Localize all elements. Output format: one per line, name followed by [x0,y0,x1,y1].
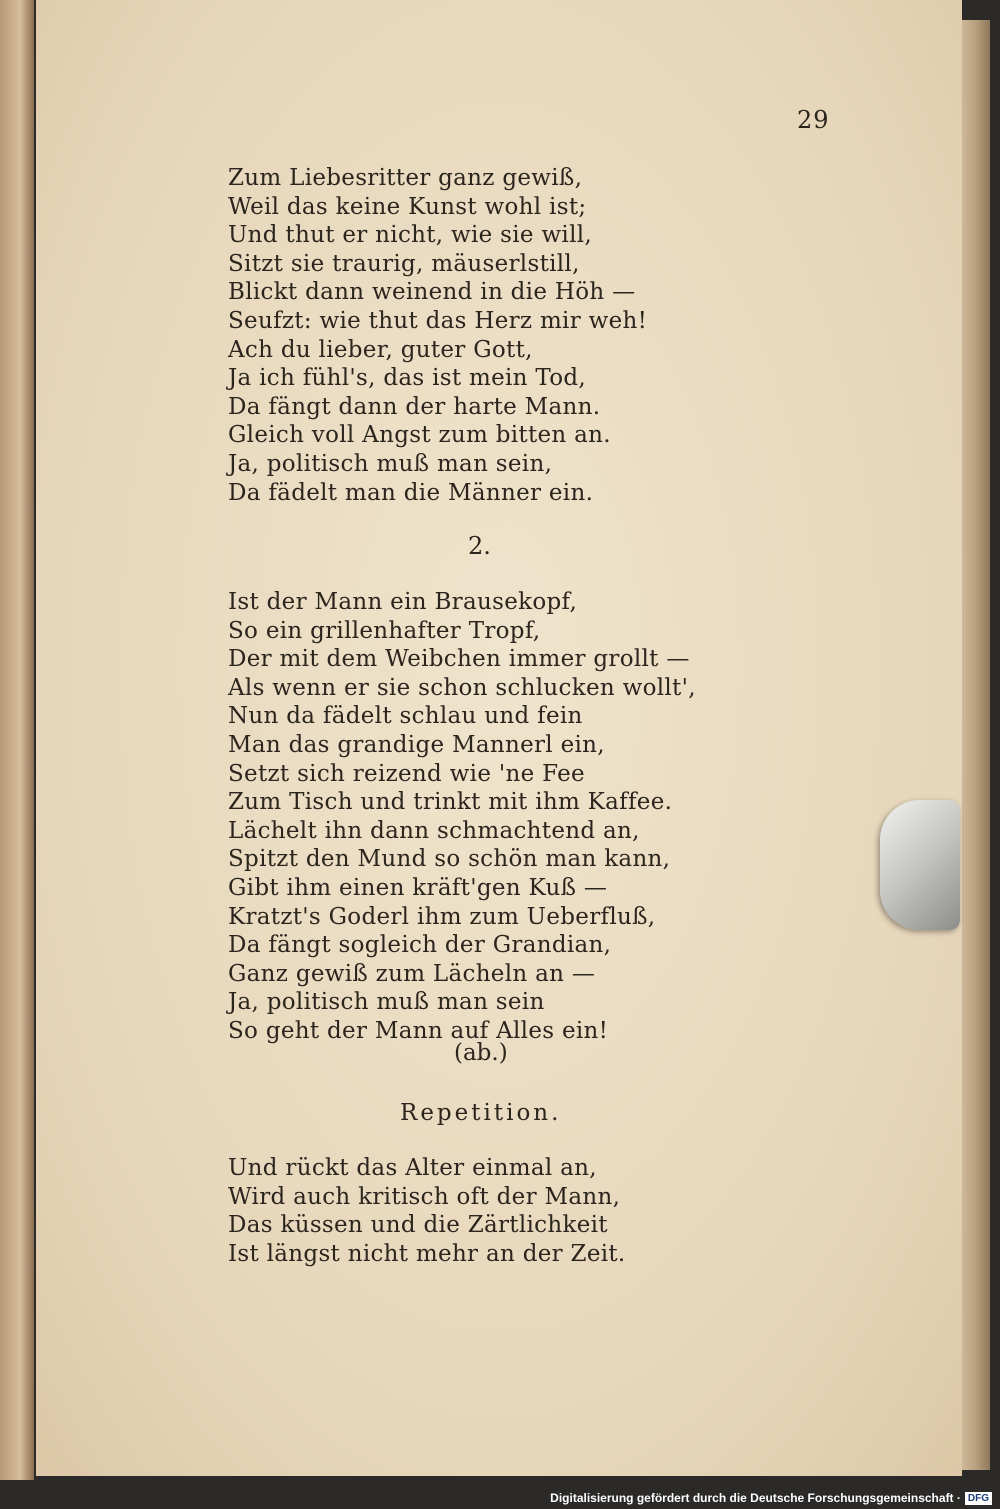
verse-line: Ist der Mann ein Brausekopf, [228,589,578,615]
stage-direction: (ab.) [454,1040,508,1066]
verse-line: Da fängt dann der harte Mann. [228,393,601,420]
verse-line: Gibt ihm einen kräft'gen Kuß — [228,874,608,901]
verse-line: Ist längst nicht mehr an der Zeit. [228,1240,626,1267]
verse-line: Kratzt's Goderl ihm zum Ueberfluß, [228,903,656,930]
verse-line: Spitzt den Mund so schön man kann, [228,846,671,873]
verse-line: Weil das keine Kunst wohl ist; [228,193,587,220]
verse-line: Ganz gewiß zum Lächeln an — [228,960,596,987]
stanza-3 [228,1154,626,1268]
left-page-edge [0,0,34,1480]
verse-line: Ja, politisch muß man sein, [228,450,553,477]
verse-line: Gleich voll Angst zum bitten an. [228,422,611,449]
verse-line: Und rückt das Alter einmal an, [228,1155,597,1181]
credit-text: Digitalisierung gefördert durch die Deutsche Forschungsgemeinschaft · [550,1491,961,1505]
dfg-logo: DFG [965,1492,992,1505]
verse-line: Nun da fädelt schlau und fein [228,703,583,730]
verse-line: Als wenn er sie schon schlucken wollt', [228,674,696,701]
verse-line: Da fädelt man die Männer ein. [228,479,594,506]
verse-line: So ein grillenhafter Tropf, [228,617,541,644]
verse-line: Setzt sich reizend wie 'ne Fee [228,760,585,787]
verse-line: Seufzt: wie thut das Herz mir weh! [228,307,648,334]
verse-line: Ja ich fühl's, das ist mein Tod, [228,365,587,392]
verse-line: Sitzt sie traurig, mäuserlstill, [228,250,580,277]
stanza-number: 2. [468,532,491,560]
section-heading: Repetition. [400,1100,562,1126]
digitization-credit [550,1491,992,1505]
verse-line: Zum Liebesritter ganz gewiß, [228,165,583,191]
verse-line: Lächelt ihn dann schmachtend an, [228,817,640,844]
verse-line: Ach du lieber, guter Gott, [228,336,533,363]
verse-line: Da fängt sogleich der Grandian, [228,932,612,959]
page-number: 29 [797,106,830,134]
verse-line: Der mit dem Weibchen immer grollt — [228,646,690,673]
verse-line: Man das grandige Mannerl ein, [228,731,605,758]
page-edge [962,20,990,1470]
verse-line: Wird auch kritisch oft der Mann, [228,1183,621,1210]
verse-line: So geht der Mann auf Alles ein! [228,1017,609,1044]
stanza-1 [228,164,647,507]
verse-line: Und thut er nicht, wie sie will, [228,222,593,249]
stanza-2 [228,588,696,1046]
verse-line: Ja, politisch muß man sein [228,989,545,1016]
verse-line: Zum Tisch und trinkt mit ihm Kaffee. [228,789,673,816]
page-clip [880,800,960,930]
verse-line: Blickt dann weinend in die Höh — [228,279,636,306]
verse-line: Das küssen und die Zärtlichkeit [228,1212,608,1239]
